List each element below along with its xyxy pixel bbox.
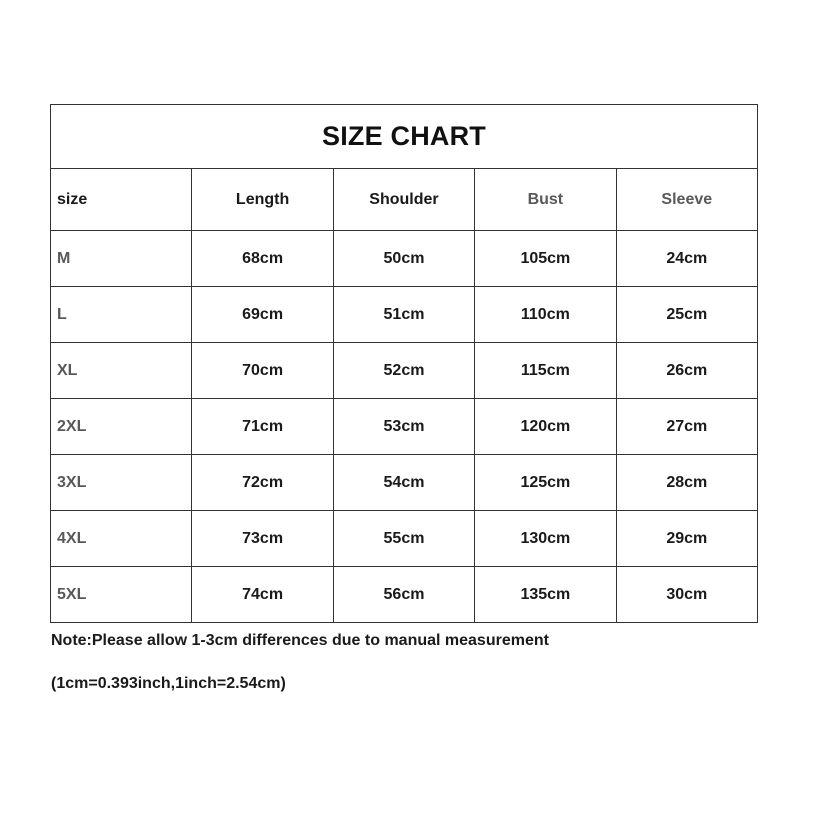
bust-cell: 130cm (475, 511, 616, 567)
size-cell: XL (51, 343, 192, 399)
bust-cell: 125cm (475, 455, 616, 511)
header-length: Length (192, 169, 333, 231)
sleeve-cell: 28cm (616, 455, 757, 511)
header-sleeve: Sleeve (616, 169, 757, 231)
table-row (51, 511, 758, 567)
bust-cell: 110cm (475, 287, 616, 343)
table-row (51, 343, 758, 399)
bust-cell: 105cm (475, 231, 616, 287)
size-chart-table (50, 104, 758, 623)
sleeve-cell: 29cm (616, 511, 757, 567)
size-cell: 5XL (51, 567, 192, 623)
table-row (51, 287, 758, 343)
sleeve-cell: 26cm (616, 343, 757, 399)
shoulder-cell: 56cm (333, 567, 474, 623)
length-cell: 71cm (192, 399, 333, 455)
bust-cell: 135cm (475, 567, 616, 623)
size-cell: 2XL (51, 399, 192, 455)
shoulder-cell: 50cm (333, 231, 474, 287)
measurement-note: Note:Please allow 1-3cm differences due to manual measurement (51, 632, 549, 649)
size-cell: L (51, 287, 192, 343)
length-cell: 74cm (192, 567, 333, 623)
length-cell: 68cm (192, 231, 333, 287)
title-row (51, 105, 758, 169)
size-cell: 4XL (51, 511, 192, 567)
table-row (51, 399, 758, 455)
unit-conversion-note: (1cm=0.393inch,1inch=2.54cm) (51, 675, 286, 692)
sleeve-cell: 24cm (616, 231, 757, 287)
bust-cell: 120cm (475, 399, 616, 455)
shoulder-cell: 53cm (333, 399, 474, 455)
header-shoulder: Shoulder (333, 169, 474, 231)
sleeve-cell: 27cm (616, 399, 757, 455)
length-cell: 69cm (192, 287, 333, 343)
length-cell: 73cm (192, 511, 333, 567)
table-row (51, 455, 758, 511)
header-size: size (51, 169, 192, 231)
size-cell: 3XL (51, 455, 192, 511)
table-row (51, 231, 758, 287)
shoulder-cell: 55cm (333, 511, 474, 567)
header-row (51, 169, 758, 231)
chart-title: SIZE CHART (51, 105, 758, 169)
shoulder-cell: 51cm (333, 287, 474, 343)
shoulder-cell: 54cm (333, 455, 474, 511)
bust-cell: 115cm (475, 343, 616, 399)
header-bust: Bust (475, 169, 616, 231)
table-row (51, 567, 758, 623)
length-cell: 72cm (192, 455, 333, 511)
length-cell: 70cm (192, 343, 333, 399)
sleeve-cell: 25cm (616, 287, 757, 343)
sleeve-cell: 30cm (616, 567, 757, 623)
size-cell: M (51, 231, 192, 287)
shoulder-cell: 52cm (333, 343, 474, 399)
